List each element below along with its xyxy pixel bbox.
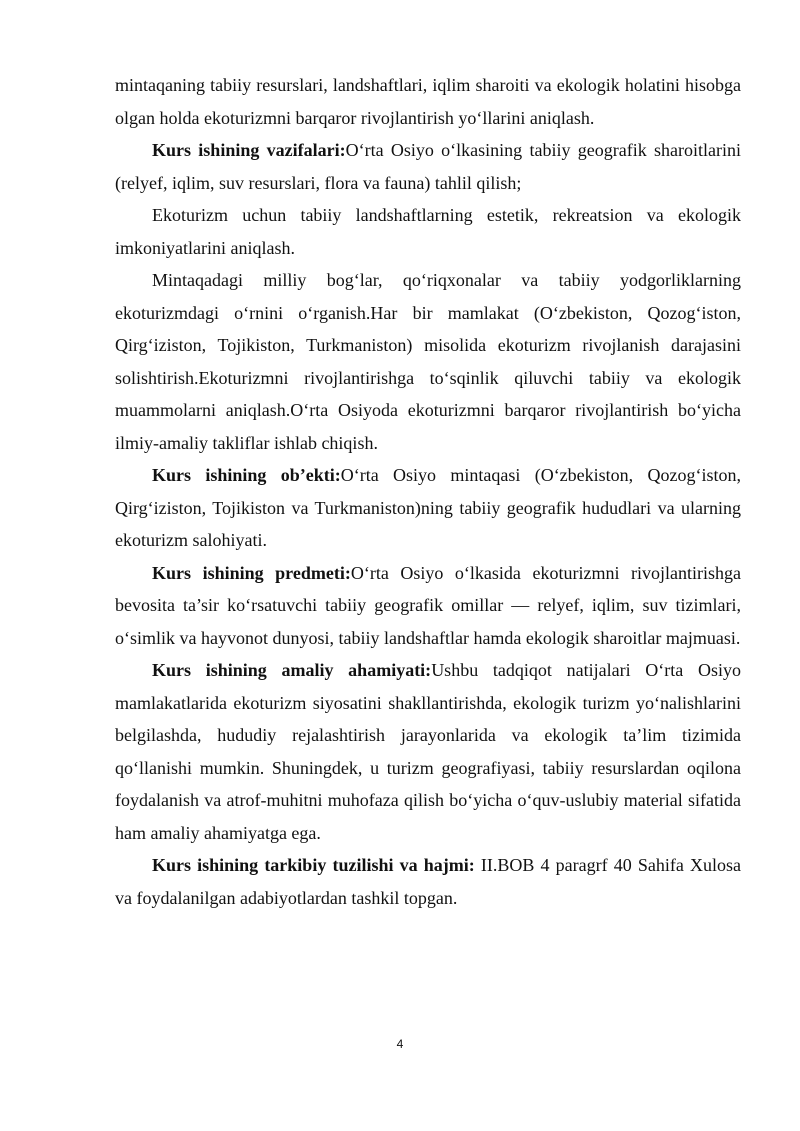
vazifalari-text: O‘rta Osiyo o‘lkasining tabiiy geografik sharoitlarini (relyef, iqlim, suv resurslari, flora va fauna) tahlil qilish;	[115, 140, 741, 193]
tarkibiy-tuzilishi-label: Kurs ishining tarkibiy tuzilishi va hajmi:	[152, 855, 475, 875]
amaliy-ahamiyati-label: Kurs ishining amaliy ahamiyati:	[152, 660, 432, 680]
vazifalari-paragraph	[115, 134, 741, 199]
vazifalari-label: Kurs ishining vazifalari:	[152, 140, 346, 160]
obekti-text: O‘rta Osiyo mintaqasi (O‘zbekiston, Qozog‘iston, Qirg‘iziston, Tojikiston va Turkmaniston)ning tabiiy geografik hududlari va ularning ekoturizm salohiyati.	[115, 465, 741, 550]
task-parks-paragraph: Mintaqadagi milliy bog‘lar, qo‘riqxonalar va tabiiy yodgorliklarning ekoturizmdagi o‘rnini o‘rganish.Har bir mamlakat (O‘zbekiston, Qozog‘iston, Qirg‘iziston, Tojikiston, Turkmaniston) misolida ekoturizm rivojlanish darajasini solishtirish.Ekoturizmni rivojlantirishga to‘sqinlik qiluvchi tabiiy va ekologik muammolarni aniqlash.O‘rta Osiyoda ekoturizmni barqaror rivojlantirish bo‘yicha ilmiy-amaliy takliflar ishlab chiqish.	[115, 270, 741, 453]
amaliy-ahamiyati-text: Ushbu tadqiqot natijalari O‘rta Osiyo mamlakatlarida ekoturizm siyosatini shakllantirishda, ekologik turizm yo‘nalishlarini belgilashda, hududiy rejalashtirish jarayonlarida va ekologik ta’lim tizimida qo‘llanishi mumkin. Shuningdek, u turizm geografiyasi, tabiiy resurslardan oqilona foydalanish va atrof-muhitni muhofaza qilish bo‘yicha o‘quv-uslubiy material sifatida ham amaliy ahamiyatga ega.	[115, 660, 741, 843]
tarkibiy-tuzilishi-paragraph	[115, 849, 741, 914]
obekti-label: Kurs ishining ob’ekti:	[152, 465, 341, 485]
obekti-paragraph	[115, 459, 741, 557]
predmeti-label: Kurs ishining predmeti:	[152, 562, 351, 583]
intro-paragraph: mintaqaning tabiiy resurslari, landshaftlari, iqlim sharoiti va ekologik holatini hisobga olgan holda ekoturizmni barqaror rivojlantirish yo‘llarini aniqlash.	[115, 75, 741, 128]
predmeti-text: O‘rta Osiyo o‘lkasida ekoturizmni rivojlantirishga bevosita ta’sir ko‘rsatuvchi tabiiy geografik omillar — relyef, iqlim, suv tizimlari, o‘simlik va hayvonot dunyosi, tabiiy landshaftlar hamda ekologik sharoitlar majmuasi.	[115, 562, 741, 648]
tarkibiy-tuzilishi-text: II.BOB 4 paragrf 40 Sahifa Xulosa va foydalanilgan adabiyotlardan tashkil topgan.	[115, 855, 741, 908]
document-body	[115, 69, 741, 914]
task-landscapes-paragraph: Ekoturizm uchun tabiiy landshaftlarning estetik, rekreatsion va ekologik imkoniyatlarini aniqlash.	[115, 205, 741, 258]
predmeti-paragraph	[115, 557, 741, 655]
page-number: 4	[396, 1037, 404, 1051]
amaliy-ahamiyati-paragraph	[115, 654, 741, 849]
